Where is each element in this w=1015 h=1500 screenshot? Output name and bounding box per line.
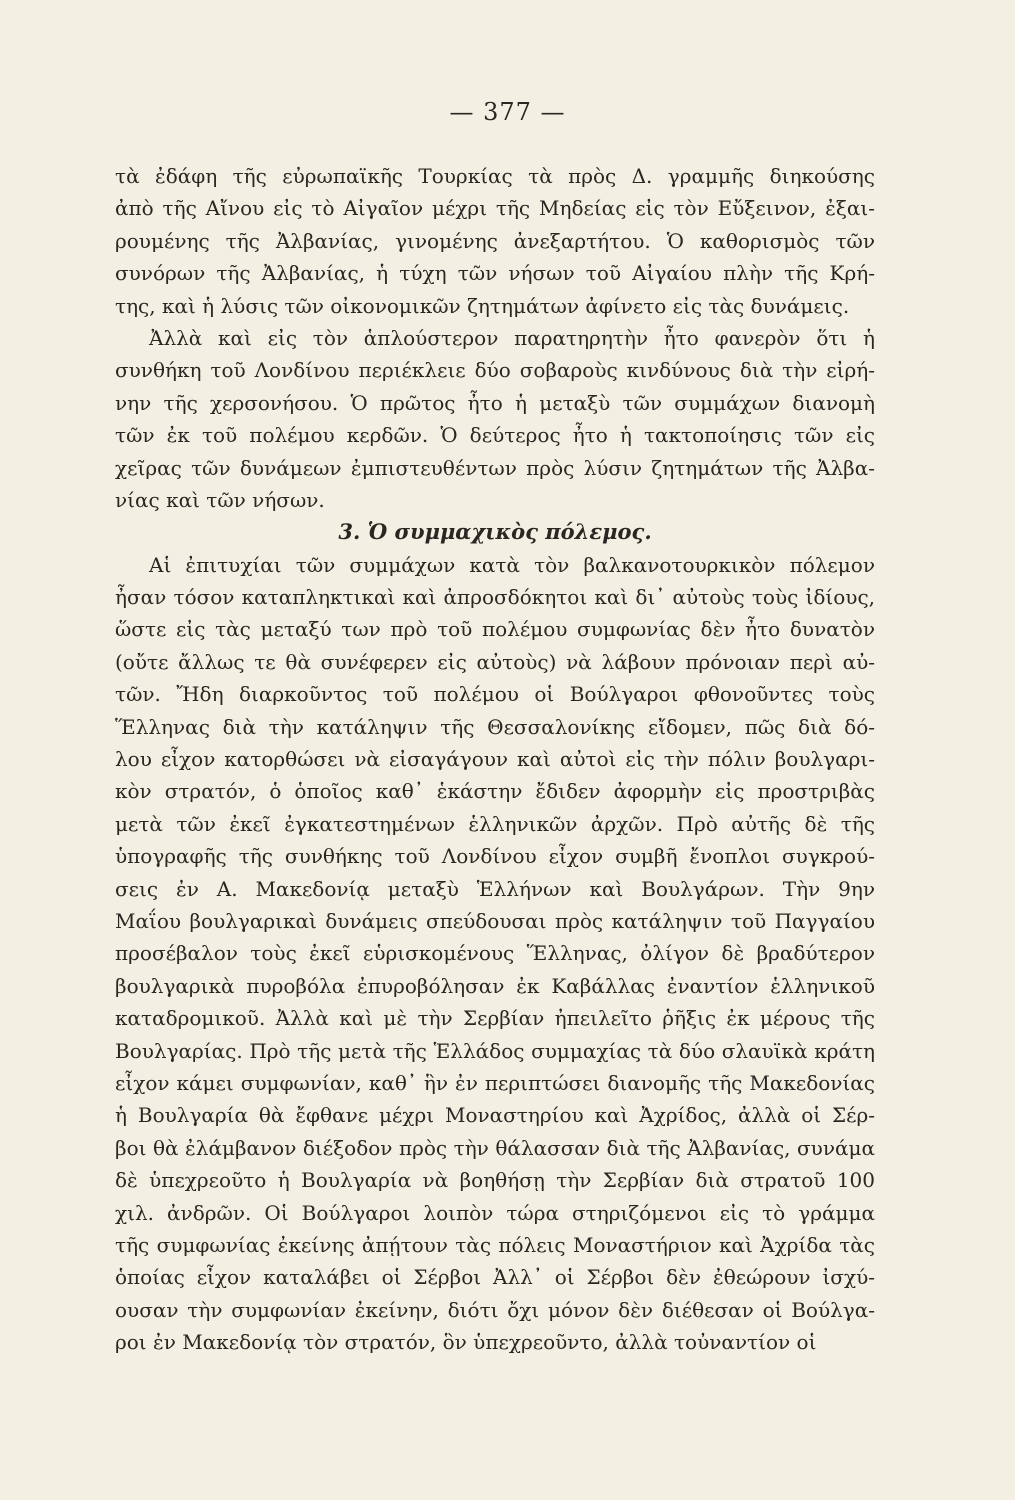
- text-line: ἦσαν τόσον καταπληκτικαὶ καὶ ἀπροσδόκητοι καὶ δι᾽ αὐτοὺς τοὺς ἰδίους,: [115, 585, 875, 610]
- text-line: βοι θὰ ἐλάμβανον διέξοδον πρὸς τὴν θάλασσαν διὰ τῆς Ἀλβανίας, συνάμα: [115, 1135, 875, 1160]
- text-line: σεις ἐν Α. Μακεδονίᾳ μεταξὺ Ἑλλήνων καὶ Βουλγάρων. Τὴν 9ην: [115, 876, 875, 901]
- text-line: ὑπογραφῆς τῆς συνθήκης τοῦ Λονδίνου εἶχον συμβῆ ἔνοπλοι συγκρού-: [115, 844, 875, 869]
- paragraph-treaty-risks: [115, 160, 875, 516]
- text-line: τῶν ἐκ τοῦ πολέμου κερδῶν. Ὁ δεύτερος ἦτο ἡ τακτοποίησις τῶν εἰς: [115, 423, 875, 448]
- text-line: Ἀλλὰ καὶ εἰς τὸν ἁπλούστερον παρατηρητὴν ἦτο φανερὸν ὅτι ἡ: [149, 325, 875, 350]
- text-line: δὲ ὑπεχρεοῦτο ἡ Βουλγαρία νὰ βοηθήσῃ τὴν Σερβίαν διὰ στρατοῦ 100: [115, 1168, 875, 1193]
- text-line: κὸν στρατόν, ὁ ὁποῖος καθ᾽ ἑκάστην ἔδιδεν ἀφορμὴν εἰς προστριβὰς: [115, 779, 875, 804]
- text-line: χεῖρας τῶν δυνάμεων ἐμπιστευθέντων πρὸς λύσιν ζητημάτων τῆς Ἀλβα-: [115, 455, 875, 480]
- paragraph-allied-war: [115, 549, 875, 1359]
- text-line: Ἕλληνας διὰ τὴν κατάληψιν τῆς Θεσσαλονίκης εἴδομεν, πῶς διὰ δό-: [115, 714, 875, 739]
- text-line: ὥστε εἰς τὰς μεταξύ των πρὸ τοῦ πολέμου συμφωνίας δὲν ἦτο δυνατὸν: [115, 617, 875, 642]
- page-number: — 377 —: [449, 98, 566, 126]
- text-line: καταδρομικοῦ. Ἀλλὰ καὶ μὲ τὴν Σερβίαν ἠπειλεῖτο ῥῆξις ἐκ μέρους τῆς: [115, 1006, 875, 1031]
- text-line: Μαΐου βουλγαρικαὶ δυνάμεις σπεύδουσαι πρὸς κατάληψιν τοῦ Παγγαίου: [115, 908, 875, 933]
- text-line: τῶν. Ἤδη διαρκοῦντος τοῦ πολέμου οἱ Βούλγαροι φθονοῦντες τοὺς: [115, 682, 875, 707]
- text-line: ροι ἐν Μακεδονίᾳ τὸν στρατόν, ὃν ὑπεχρεοῦντο, ἀλλὰ τοὐναντίον οἱ: [115, 1330, 817, 1355]
- text-line: Βουλγαρίας. Πρὸ τῆς μετὰ τῆς Ἑλλάδος συμμαχίας τὰ δύο σλαυϊκὰ κράτη: [115, 1038, 875, 1063]
- text-line: εἶχον κάμει συμφωνίαν, καθ᾽ ἣν ἐν περιπτώσει διανομῆς τῆς Μακεδονίας: [115, 1070, 875, 1095]
- text-line: συνόρων τῆς Ἀλβανίας, ἡ τύχη τῶν νήσων τοῦ Αἰγαίου πλὴν τῆς Κρή-: [115, 261, 875, 286]
- text-line: χιλ. ἀνδρῶν. Οἱ Βούλγαροι λοιπὸν τώρα στηριζόμενοι εἰς τὸ γράμμα: [115, 1200, 875, 1225]
- text-line: συνθήκη τοῦ Λονδίνου περιέκλειε δύο σοβαροὺς κινδύνους διὰ τὴν εἰρή-: [115, 358, 875, 383]
- text-line: ὁποίας εἶχον καταλάβει οἱ Σέρβοι Ἀλλ᾽ οἱ Σέρβοι δὲν ἐθεώρουν ἰσχύ-: [115, 1265, 875, 1290]
- text-line: της, καὶ ἡ λύσις τῶν οἰκονομικῶν ζητημάτων ἀφίνετο εἰς τὰς δυνάμεις.: [115, 293, 850, 318]
- text-line: βουλγαρικὰ πυροβόλα ἐπυροβόλησαν ἐκ Καβάλλας ἐναντίον ἑλληνικοῦ: [115, 973, 875, 998]
- text-line: ρουμένης τῆς Ἀλβανίας, γινομένης ἀνεξαρτήτου. Ὁ καθορισμὸς τῶν: [115, 228, 875, 253]
- text-line: (οὔτε ἄλλως τε θὰ συνέφερεν εἰς αὐτοὺς) νὰ λάβουν πρόνοιαν περὶ αὐ-: [115, 649, 875, 674]
- body-text: [115, 160, 875, 1358]
- text-line: ουσαν τὴν συμφωνίαν ἐκείνην, διότι ὄχι μόνον δὲν διέθεσαν οἱ Βούλγα-: [115, 1297, 875, 1322]
- text-line: τῆς συμφωνίας ἐκείνης ἀπῄτουν τὰς πόλεις Μοναστήριον καὶ Ἀχρίδα τὰς: [115, 1232, 875, 1257]
- section-heading: 3. Ὁ συμμαχικὸς πόλεμος.: [338, 519, 652, 545]
- text-line: ἡ Βουλγαρία θὰ ἔφθανε μέχρι Μοναστηρίου καὶ Ἀχρίδος, ἀλλὰ οἱ Σέρ-: [115, 1103, 875, 1128]
- text-line: ἀπὸ τῆς Αἴνου εἰς τὸ Αἰγαῖον μέχρι τῆς Μηδείας εἰς τὸν Εὔξεινον, ἐξαι-: [115, 196, 875, 221]
- text-line: λου εἶχον κατορθώσει νὰ εἰσαγάγουν καὶ αὐτοὶ εἰς τὴν πόλιν βουλγαρι-: [115, 747, 875, 772]
- text-line: νην τῆς χερσονήσου. Ὁ πρῶτος ἦτο ἡ μεταξὺ τῶν συμμάχων διανομὴ: [115, 390, 875, 415]
- text-line: τὰ ἐδάφη τῆς εὐρωπαϊκῆς Τουρκίας τὰ πρὸς Δ. γραμμῆς διηκούσης: [115, 164, 875, 188]
- text-line: νίας καὶ τῶν νήσων.: [115, 487, 325, 512]
- text-line: Αἱ ἐπιτυχίαι τῶν συμμάχων κατὰ τὸν βαλκανοτουρκικὸν πόλεμον: [149, 552, 875, 577]
- text-line: προσέβαλον τοὺς ἐκεῖ εὑρισκομένους Ἕλληνας, ὀλίγον δὲ βραδύτερον: [115, 941, 875, 966]
- text-line: μετὰ τῶν ἐκεῖ ἐγκατεστημένων ἑλληνικῶν ἀρχῶν. Πρὸ αὐτῆς δὲ τῆς: [115, 811, 875, 836]
